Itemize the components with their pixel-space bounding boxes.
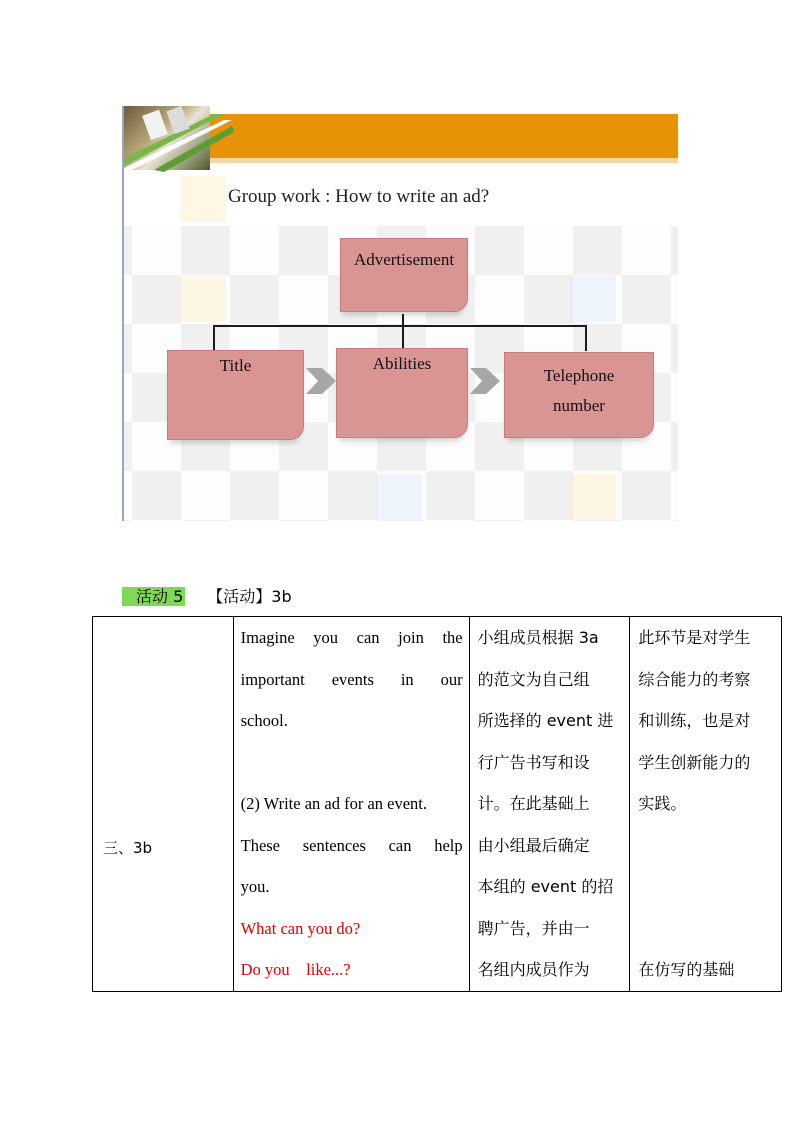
design-intent-line: 和训练，也是对 (638, 711, 751, 730)
design-intent-line: 实践。 (638, 794, 687, 813)
number-label: number (553, 396, 605, 415)
student-activity-line: 本组的 event 的招 (477, 877, 614, 896)
slide-image (122, 106, 678, 521)
connector-drop-left (213, 325, 215, 351)
header-band (184, 114, 678, 158)
advertisement-label: Advertisement (353, 250, 455, 269)
student-activity-line: 名组内成员作为 (477, 960, 590, 979)
advertisement-box (340, 238, 468, 312)
design-intent-line: 此环节是对学生 (638, 628, 751, 647)
content-line: Imagine you can join the (240, 628, 463, 647)
question-line: Do you like...? (240, 960, 351, 979)
activity-tag: 活动 5 (122, 587, 185, 606)
student-activity-line: 由小组最后确定 (477, 835, 590, 855)
student-activity-line: 行广告书写和设 (477, 752, 590, 772)
chevron-right-icon (306, 368, 336, 394)
telephone-number-box (504, 352, 654, 438)
design-intent-line (638, 825, 775, 867)
background-tile (180, 176, 226, 222)
content-line: school. (240, 711, 288, 730)
design-intent-line (638, 866, 775, 908)
stage-cell (93, 617, 234, 992)
lesson-plan-table (92, 616, 782, 992)
chevron-right-icon (470, 368, 500, 394)
title-label: Title (219, 356, 252, 375)
student-activity-line: 的范文为自己组 (477, 669, 590, 689)
abilities-box (336, 348, 468, 438)
background-tile (570, 276, 616, 322)
abilities-label: Abilities (372, 354, 432, 373)
slide-title: Group work : How to write an ad? (228, 186, 490, 207)
background-tile (376, 474, 422, 520)
corner-stripes-decoration (124, 106, 234, 176)
header-band-shadow (182, 158, 678, 163)
stage-label: 三、3b (103, 839, 153, 857)
background-tile (570, 474, 616, 520)
background-tile (180, 276, 226, 322)
title-box (167, 350, 304, 440)
content-line: important events in our (240, 669, 463, 689)
design-intent-line: 在仿写的基础 (638, 960, 735, 979)
design-intent-line: 综合能力的考察 (638, 669, 751, 689)
design-intent-cell (630, 617, 782, 992)
content-line: These sentences can help (240, 835, 463, 855)
telephone-label: Telephone (543, 366, 615, 385)
student-activity-line: 聘广告，并由一 (477, 918, 590, 938)
design-intent-line: 学生创新能力的 (638, 752, 751, 772)
connector-drop-right (585, 325, 587, 351)
table-row (93, 617, 782, 992)
connector-horizontal (213, 325, 587, 327)
activity-label: 【活动】3b (207, 587, 292, 606)
content-line: you. (240, 877, 270, 896)
design-intent-line (638, 908, 775, 950)
student-activity-line: 所选择的 event 进 (477, 711, 614, 730)
content-line: (2) Write an ad for an event. (240, 794, 428, 813)
content-cell (233, 617, 469, 992)
student-activity-cell (469, 617, 630, 992)
activity-heading (122, 584, 292, 606)
content-line (241, 742, 463, 784)
student-activity-line: 小组成员根据 3a (477, 628, 599, 647)
student-activity-line: 计。在此基础上 (477, 794, 590, 813)
question-line: What can you do? (240, 918, 361, 938)
